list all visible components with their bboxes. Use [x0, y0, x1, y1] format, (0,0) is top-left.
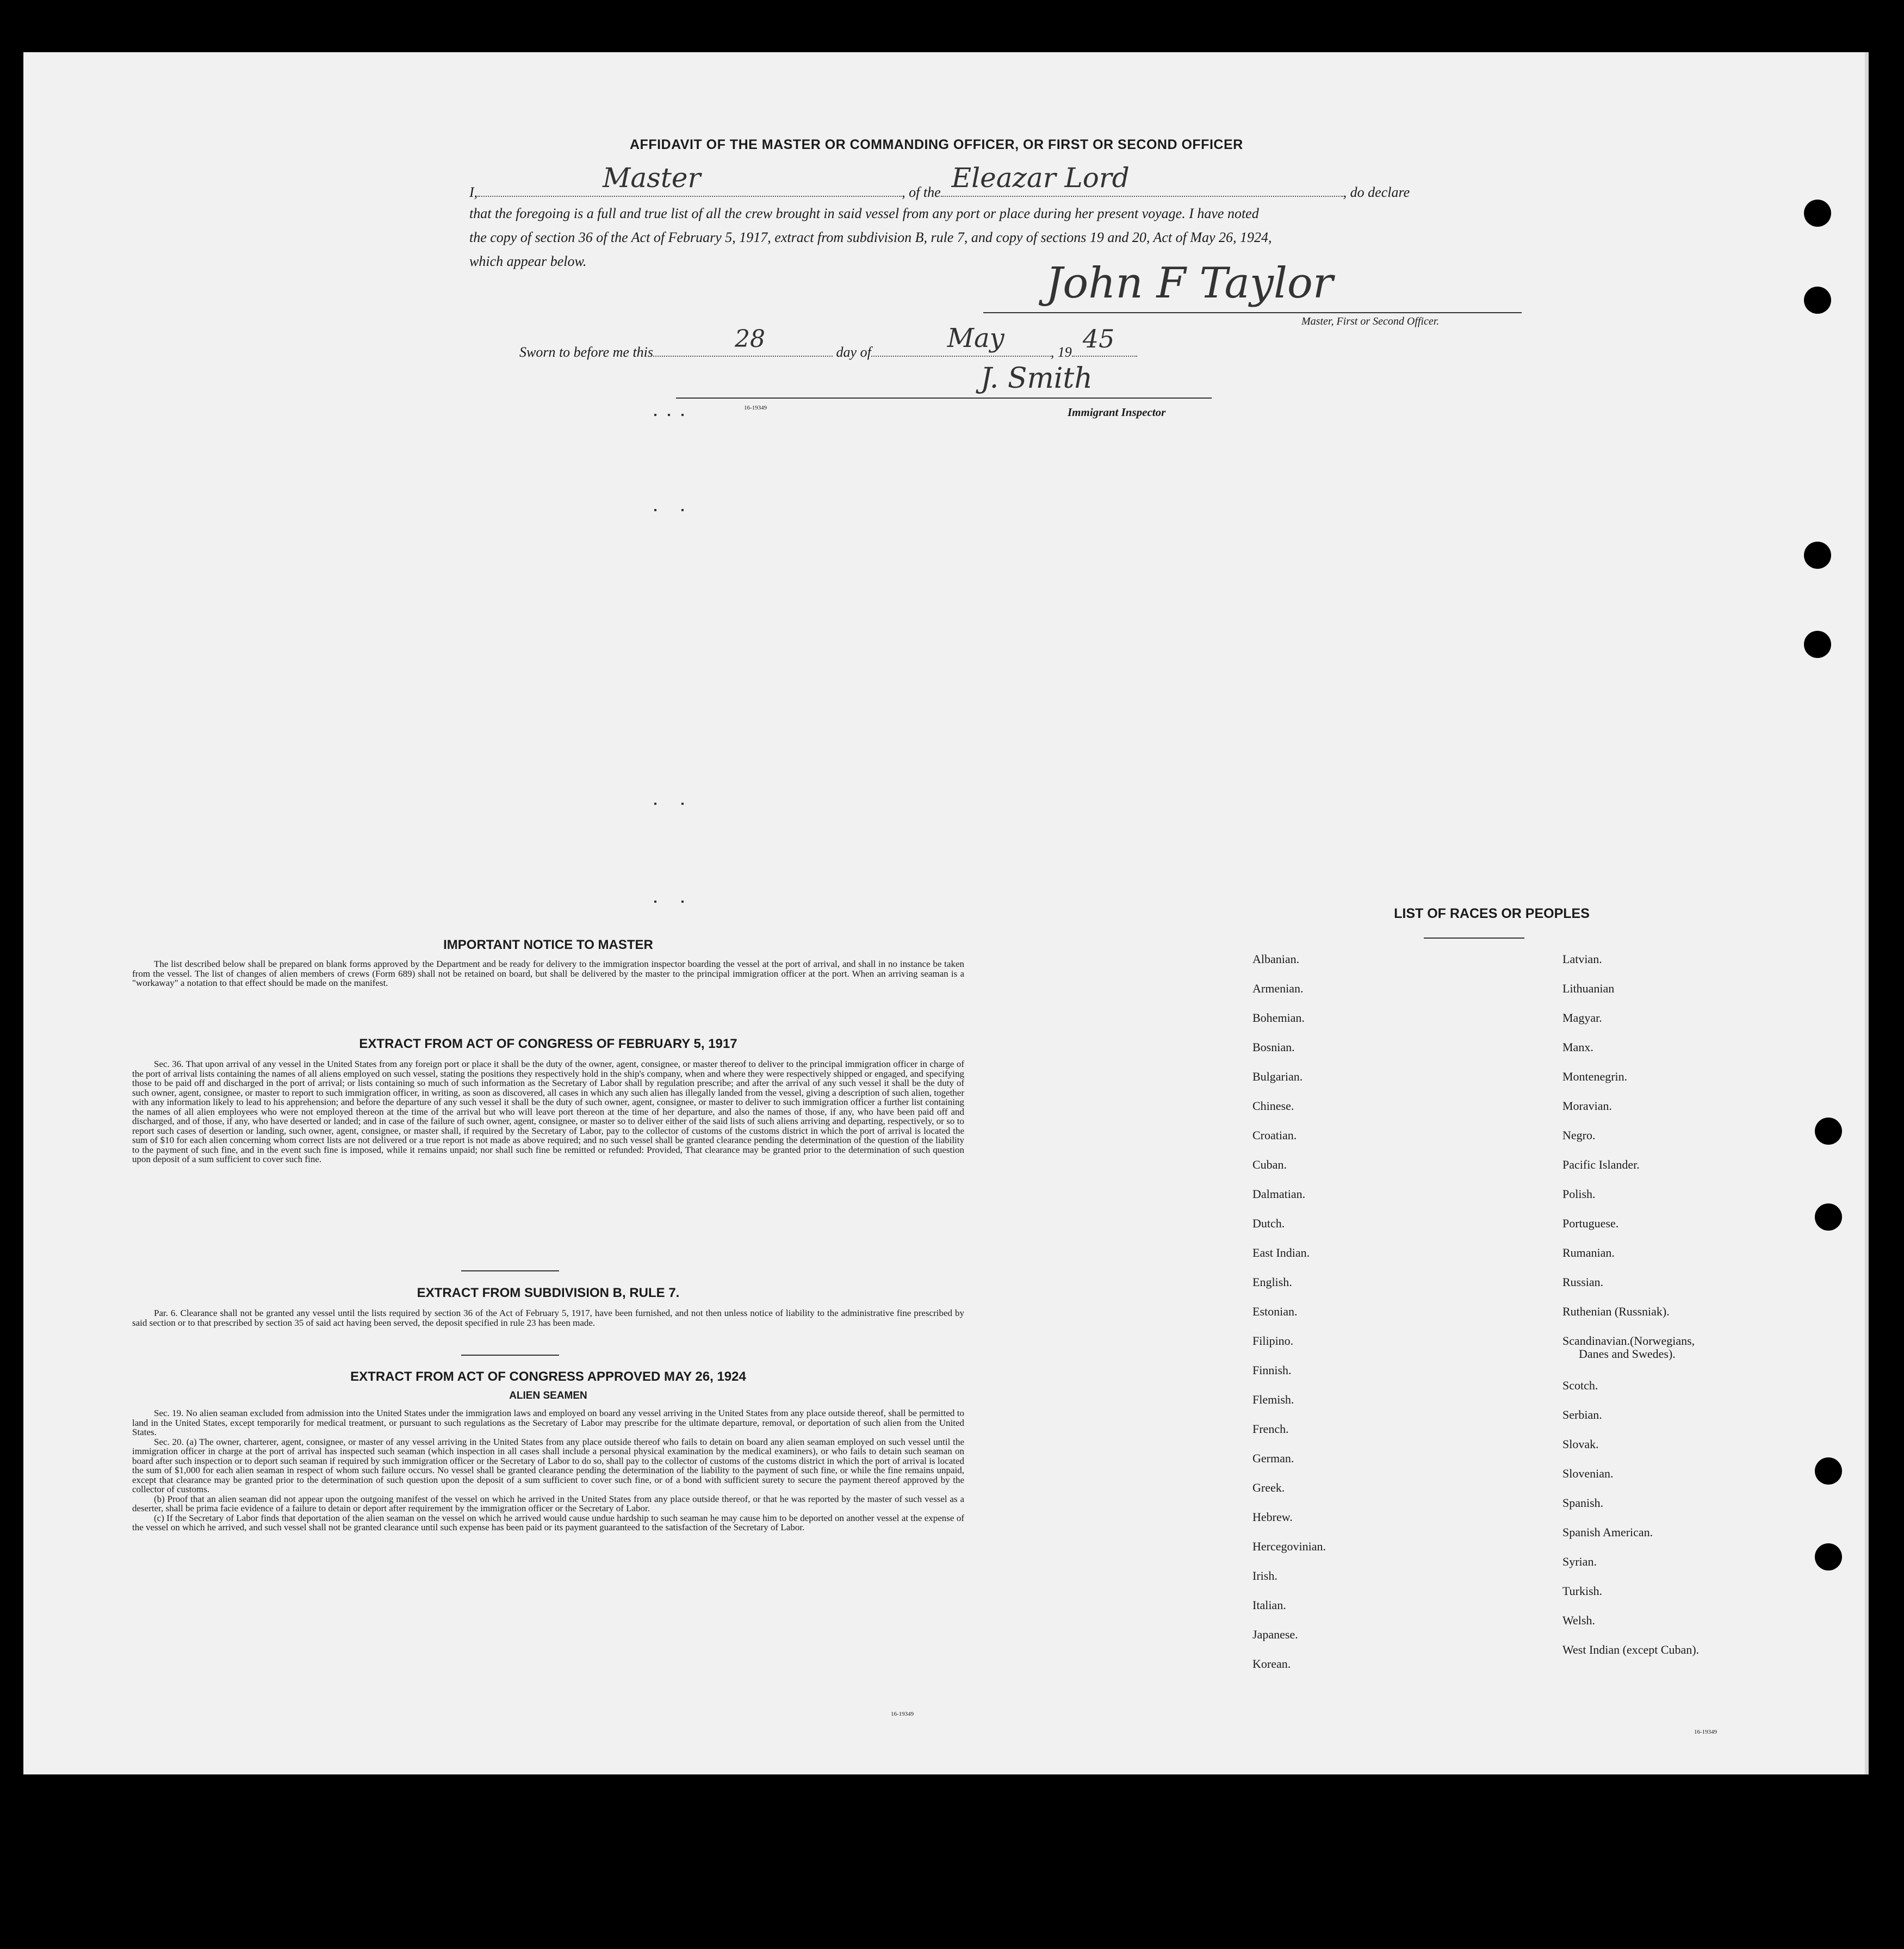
race-item: Scotch.	[1562, 1379, 1598, 1392]
sec20c-text: (c) If the Secretary of Labor finds that deportation of the alien seaman on the vessel on which he arrived would cause undue hardship to such seaman he may cause him to be deported on another vessel at the expense of the vessel on which he arrived, and such vessel shall not be granted clearance until such expense has been paid or its payment guaranteed to the satisfaction of the Secretary of Labor.	[132, 1512, 964, 1532]
race-item: Russian.	[1562, 1275, 1604, 1289]
vessel-handwritten: Eleazar Lord	[951, 162, 1130, 194]
race-item: Croatian.	[1252, 1128, 1297, 1142]
race-item: Portuguese.	[1562, 1216, 1619, 1230]
guide-dot	[668, 414, 670, 416]
form-number-bottom-left: 16-19349	[891, 1711, 914, 1717]
race-item: Ruthenian (Russniak).	[1562, 1305, 1670, 1318]
year-handwritten: 45	[1082, 324, 1115, 353]
races-right-column	[1538, 949, 1864, 1738]
race-item: Finnish.	[1252, 1363, 1292, 1377]
sworn-label: Sworn to before me this	[519, 344, 654, 360]
races-left-column	[1228, 949, 1500, 1738]
affidavit-title: AFFIDAVIT OF THE MASTER OR COMMANDING OFFICER, OR FIRST OR SECOND OFFICER	[630, 137, 1243, 152]
guide-dot	[654, 414, 656, 416]
race-item: Latvian.	[1562, 952, 1602, 966]
race-item: Bosnian.	[1252, 1040, 1295, 1054]
punch-hole	[1815, 1203, 1842, 1231]
sworn-line	[519, 323, 1254, 361]
day-of-label: day of	[836, 344, 871, 360]
extract-1924-body	[132, 1408, 964, 1532]
notice-text: The list described below shall be prepared on blank forms approved by the Department and be ready for delivery to the immigration inspector boarding the vessel at the port of arrival, and shall in no instance be taken from the vessel. The list of changes of alien members of crews (Form 689) shall not be retained on board, but shall be delivered by the master to the principal immigration officer at the port. When an arriving seaman is a "workaway" a notation to that effect should be made on the manifest.	[132, 959, 964, 988]
punch-hole	[1815, 1543, 1842, 1571]
race-item: German.	[1252, 1451, 1294, 1465]
race-item: Chinese.	[1252, 1099, 1294, 1113]
race-item: Welsh.	[1562, 1613, 1595, 1627]
year-prefix: , 19	[1050, 344, 1072, 360]
race-item: Dutch.	[1252, 1216, 1285, 1230]
day-handwritten: 28	[735, 325, 766, 353]
notice-title: IMPORTANT NOTICE TO MASTER	[443, 938, 653, 952]
race-item: West Indian (except Cuban).	[1562, 1643, 1700, 1656]
i-label: I,	[469, 184, 478, 200]
do-declare-label: , do declare	[1343, 184, 1410, 200]
inspector-line	[676, 398, 1212, 399]
race-item: Albanian.	[1252, 952, 1300, 966]
guide-dot	[681, 414, 684, 416]
race-item: Serbian.	[1562, 1408, 1602, 1422]
race-item: Spanish American.	[1562, 1525, 1653, 1539]
race-item: Polish.	[1562, 1187, 1596, 1201]
affidavit-line4: which appear below.	[469, 253, 587, 269]
race-item: Slovenian.	[1562, 1467, 1614, 1480]
sec19-text: Sec. 19. No alien seaman excluded from admission into the United States under the immigration laws and employed on board any vessel arriving in the United States from any place outside thereof, shall be permitted to land in the United States, except temporarily for medical treatment, or pursuant to such regulations as the Secretary of Labor may prescribe for the ultimate departure, removal, or deportation of such alien from the United States.	[132, 1408, 964, 1437]
race-item: Flemish.	[1252, 1393, 1294, 1406]
extract-1917-text: Sec. 36. That upon arrival of any vessel in the United States from any foreign port or place it shall be the duty of the owner, agent, consignee, or master thereof to deliver to the principal immigration officer in charge of the port of arrival lists containing the names of all aliens employed on such vessel, stating the positions they respectively hold in the ship's company, when and where they were respectively shipped or engaged, and specifying those to be paid off and discharged in the port of arrival; or lists containing so much of such information as the Secretary of Labor shall by regulation prescribe; and after the arrival of any such vessel it shall be the duty of such owner, agent, consignee, or master to report to such immigration officer, in writing, as soon as discovered, all cases in which any such alien has illegally landed from the vessel, giving a description of such alien, together with any information likely to lead to his apprehension; and before the departure of any such vessel it shall be the duty of such owner, agent, consignee, or master to deliver to such immigration officer a further list containing the names of all alien employees who were not employed thereon at the time of the arrival but who will leave port thereon at the time of her departure, and also the names of those, if any, who have been paid off and discharged, and of those, if any, who have deserted or landed; and in case of the failure of such owner, agent, consignee, or master so to deliver either of the said lists of such aliens arriving and departing, respectively, or so to report such cases of desertion or landing, such owner, agent, consignee, or master shall, if required by the Secretary of Labor, pay to the collector of customs of the customs district in which the port of arrival is located the sum of $10 for each alien concerning whom correct lists are not delivered or a true report is not made as above required; and no such vessel shall be granted clearance pending the determination of the question of the liability to the payment of such fine, and in the event such fine is imposed, while it remains unpaid; nor shall such fine be remitted or refunded: Provided, That clearance may be granted prior to the determination of such question upon deposit of a sum sufficient to cover such fine.	[132, 1059, 964, 1164]
race-item: Dalmatian.	[1252, 1187, 1306, 1201]
punch-hole	[1804, 542, 1831, 569]
affidavit-line3: the copy of section 36 of the Act of February 5, 1917, extract from subdivision B, rule 7, and copy of sections 19 and 20, Act of May 26, 1924,	[469, 229, 1272, 245]
race-item: Bohemian.	[1252, 1011, 1305, 1025]
rule7-title: EXTRACT FROM SUBDIVISION B, RULE 7.	[417, 1286, 680, 1300]
race-item: Irish.	[1252, 1569, 1277, 1582]
race-item: Bulgarian.	[1252, 1070, 1303, 1083]
race-item: Magyar.	[1562, 1011, 1602, 1025]
guide-dot	[681, 803, 684, 805]
month-field	[871, 323, 1051, 357]
race-item: East Indian.	[1252, 1246, 1310, 1259]
section-divider	[461, 1270, 559, 1271]
guide-dot	[654, 509, 656, 511]
inspector-caption: Immigrant Inspector	[1068, 406, 1166, 419]
section-divider	[461, 1355, 559, 1356]
race-item: Japanese.	[1252, 1628, 1298, 1641]
inspector-signature: J. Smith	[981, 362, 1093, 395]
race-item: Spanish.	[1562, 1496, 1604, 1510]
race-item: Estonian.	[1252, 1305, 1298, 1318]
races-title-rule	[1424, 938, 1524, 939]
master-signature: John F Taylor	[1046, 259, 1334, 308]
extract-1924-title: EXTRACT FROM ACT OF CONGRESS APPROVED MAY 26, 1924	[350, 1369, 746, 1384]
race-item: Scandinavian.(Norwegians,	[1562, 1334, 1695, 1348]
guide-dot	[654, 803, 656, 805]
race-item: English.	[1252, 1275, 1292, 1289]
race-item: Lithuanian	[1562, 982, 1615, 995]
race-item: Hebrew.	[1252, 1510, 1293, 1524]
race-item: Korean.	[1252, 1657, 1291, 1671]
extract-1924-subtitle: ALIEN SEAMEN	[509, 1390, 587, 1401]
race-item: Italian.	[1252, 1598, 1286, 1612]
punch-hole	[1804, 631, 1831, 658]
name-field	[477, 162, 902, 197]
race-item: Syrian.	[1562, 1555, 1597, 1568]
sec20b-text: (b) Proof that an alien seaman did not appear upon the outgoing manifest of the vessel on which he arrived in the United States from any place outside thereof, or that he was reported by the master of such vessel as a deserter, shall be prima facie evidence of a failure to detain or deport after requirement by the immigration officer or the Secretary of Labor.	[132, 1493, 964, 1513]
race-item: Negro.	[1562, 1128, 1596, 1142]
race-item: Moravian.	[1562, 1099, 1612, 1113]
affidavit-line1	[469, 162, 1522, 201]
race-item: Rumanian.	[1562, 1246, 1615, 1259]
sec20a-text: Sec. 20. (a) The owner, charterer, agent, consignee, or master of any vessel arriving in the United States from any place outside thereof who fails to detain on board any alien seaman employed on such vessel until the immigration officer in charge at the port of arrival has inspected such seaman (which inspection in all cases shall include a personal physical examination by the medical examiners), or who fails to detain such seaman on board after such inspection or to deport such seaman if required by such immigration officer or the Secretary of Labor to do so, shall pay to the collector of customs of the customs district in which the port of arrival is located the sum of $1,000 for each alien seaman in respect of whom such failure occurs. No vessel shall be granted clearance pending the determination of the liability to the payment of such fine, or while the fine remains unpaid, except that clearance may be granted prior to the determination of such question upon the deposit of a sum sufficient to cover such fine, or of a bond with sufficient surety to secure the payment thereof approved by the collector of customs.	[132, 1436, 964, 1494]
month-handwritten: May	[947, 323, 1004, 353]
race-item-continuation: Danes and Swedes).	[1579, 1347, 1676, 1361]
race-item: Manx.	[1562, 1040, 1593, 1054]
guide-dot	[654, 901, 656, 903]
race-item: Greek.	[1252, 1481, 1285, 1494]
affidavit-line2: that the foregoing is a full and true list of all the crew brought in said vessel from any port or place during her present voyage. I have noted	[469, 206, 1259, 221]
document-sheet	[23, 52, 1869, 1774]
form-number-bottom-right: 16-19349	[1694, 1729, 1717, 1735]
year-field	[1072, 324, 1137, 357]
guide-dot	[681, 901, 684, 903]
race-item: Turkish.	[1562, 1584, 1603, 1598]
vessel-field	[941, 162, 1343, 197]
punch-hole	[1815, 1457, 1842, 1485]
signature-caption: Master, First or Second Officer.	[1301, 315, 1440, 327]
signature-line	[983, 312, 1522, 313]
punch-hole	[1815, 1118, 1842, 1145]
races-title: LIST OF RACES OR PEOPLES	[1394, 906, 1590, 921]
form-number-top: 16-19349	[744, 405, 767, 411]
guide-dot	[681, 509, 684, 511]
race-item: Cuban.	[1252, 1158, 1287, 1171]
race-item: French.	[1252, 1422, 1289, 1436]
extract-1917-title: EXTRACT FROM ACT OF CONGRESS OF FEBRUARY 5, 1917	[359, 1036, 737, 1051]
race-item: Filipino.	[1252, 1334, 1294, 1348]
race-item: Armenian.	[1252, 982, 1304, 995]
race-item: Hercegovinian.	[1252, 1540, 1326, 1553]
name-handwritten: Master	[603, 162, 701, 194]
rule7-text: Par. 6. Clearance shall not be granted any vessel until the lists required by section 36 of the Act of February 5, 1917, have been furnished, and not then unless notice of liability to the administrative fine prescribed by said section or to that prescribed by section 35 of said act having been served, the deposit specified in rule 23 has been made.	[132, 1308, 964, 1328]
of-the-label: , of the	[902, 184, 941, 200]
race-item: Montenegrin.	[1562, 1070, 1628, 1083]
day-field	[653, 325, 833, 357]
punch-hole	[1804, 287, 1831, 314]
punch-hole	[1804, 200, 1831, 227]
race-item: Slovak.	[1562, 1437, 1599, 1451]
race-item: Pacific Islander.	[1562, 1158, 1640, 1171]
